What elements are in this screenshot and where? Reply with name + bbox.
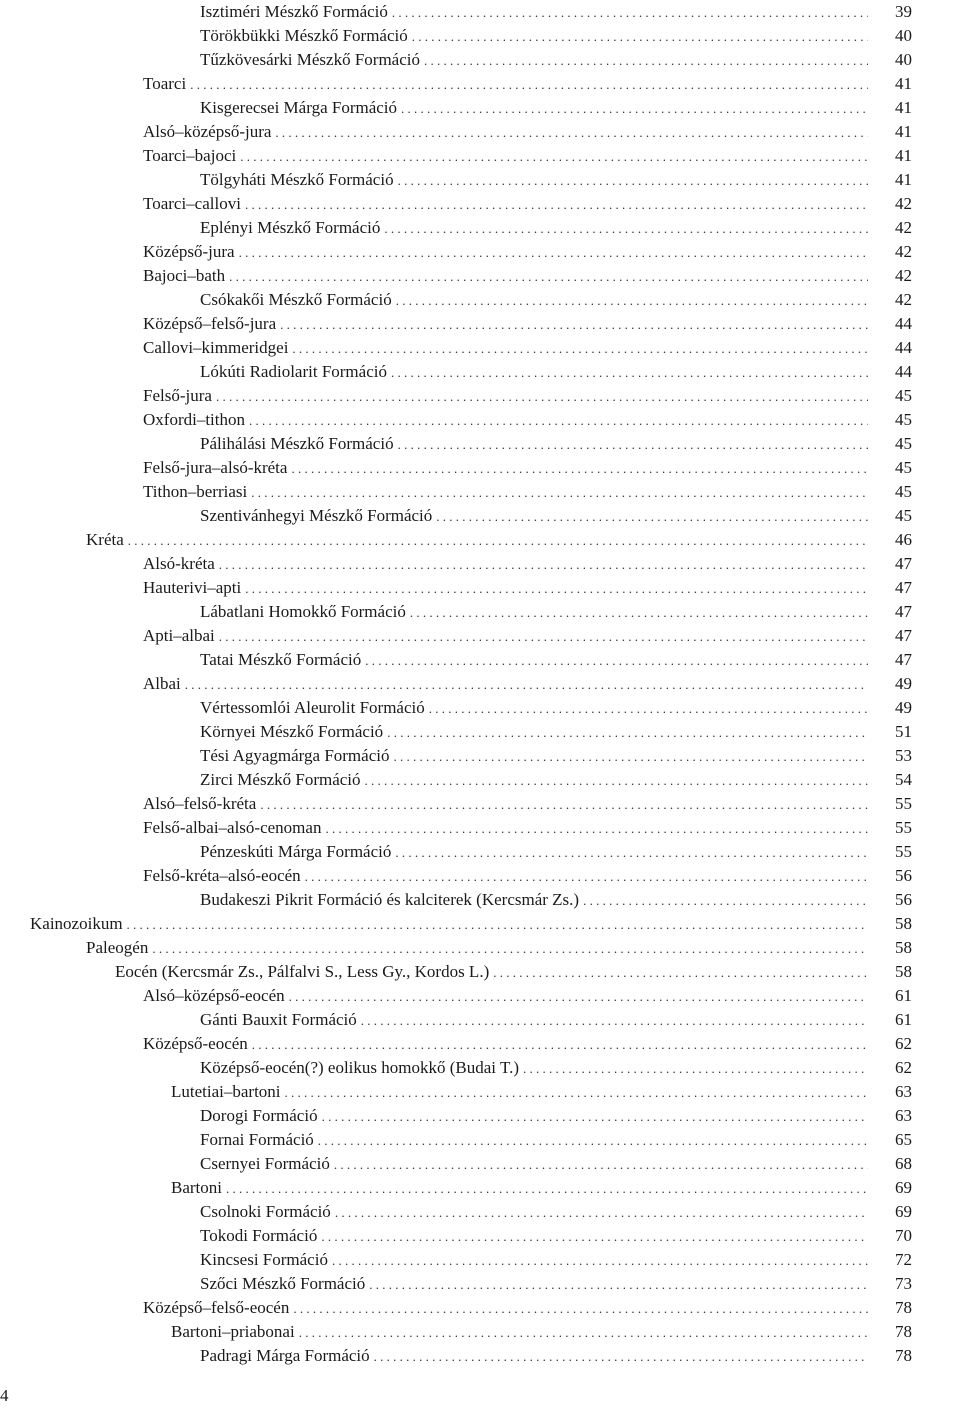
page-number: 4 (0, 1386, 9, 1405)
toc-entry-page-number: 78 (895, 1322, 912, 1341)
toc-entry-page-number: 62 (895, 1058, 912, 1077)
toc-entry[interactable] (143, 312, 912, 336)
toc-entry-label: Középső-eocén (143, 1034, 248, 1053)
dot-leader (384, 217, 868, 241)
toc-entry[interactable] (200, 720, 912, 744)
toc-entry-page-number: 58 (895, 938, 912, 957)
toc-entry[interactable] (143, 264, 912, 288)
toc-entry-page-number: 54 (895, 770, 912, 789)
toc-entry-label: Fornai Formáció (200, 1130, 314, 1149)
dot-leader (299, 1321, 868, 1345)
toc-entry[interactable] (143, 336, 912, 360)
toc-entry-page-number: 58 (895, 962, 912, 981)
toc-entry[interactable] (200, 1272, 912, 1296)
toc-entry-label: Vértessomlói Aleurolit Formáció (200, 698, 425, 717)
toc-entry-label: Dorogi Formáció (200, 1106, 318, 1125)
toc-entry-page-number: 58 (895, 914, 912, 933)
toc-entry-page-number: 41 (895, 74, 912, 93)
toc-entry-label: Alsó–középső-eocén (143, 986, 285, 1005)
toc-entry[interactable] (200, 432, 912, 456)
toc-entry-page-number: 45 (895, 506, 912, 525)
toc-entry-page-number: 42 (895, 242, 912, 261)
toc-entry-page-number: 45 (895, 482, 912, 501)
toc-entry[interactable] (200, 1128, 912, 1152)
dot-leader (392, 1, 868, 25)
toc-entry-label: Középső-eocén(?) eolikus homokkő (Budai T.) (200, 1058, 519, 1077)
toc-entry-page-number: 42 (895, 218, 912, 237)
toc-entry-page-number: 40 (895, 26, 912, 45)
dot-leader (245, 193, 868, 217)
dot-leader (240, 145, 868, 169)
toc-entry[interactable] (143, 384, 912, 408)
dot-leader (365, 769, 868, 793)
dot-leader (393, 745, 868, 769)
toc-entry-label: Felső-jura (143, 386, 212, 405)
toc-entry-page-number: 63 (895, 1082, 912, 1101)
dot-leader (127, 913, 868, 937)
toc-entry-label: Alsó–felső-kréta (143, 794, 257, 813)
toc-entry-page-number: 49 (895, 698, 912, 717)
dot-leader (252, 1033, 868, 1057)
dot-leader (280, 313, 868, 337)
toc-entry[interactable] (143, 864, 912, 888)
toc-entry[interactable] (143, 72, 912, 96)
dot-leader (251, 481, 868, 505)
toc-entry-page-number: 51 (895, 722, 912, 741)
toc-entry-page-number: 41 (895, 146, 912, 165)
dot-leader (429, 697, 868, 721)
toc-entry-label: Szőci Mészkő Formáció (200, 1274, 366, 1293)
toc-entry-label: Lábatlani Homokkő Formáció (200, 602, 406, 621)
toc-entry-page-number: 46 (895, 530, 912, 549)
toc-entry[interactable] (143, 456, 912, 480)
toc-entry-page-number: 42 (895, 266, 912, 285)
toc-entry-page-number: 42 (895, 290, 912, 309)
toc-entry-page-number: 41 (895, 170, 912, 189)
toc-entry[interactable] (200, 1248, 912, 1272)
toc-entry-page-number: 69 (895, 1202, 912, 1221)
dot-leader (391, 361, 868, 385)
toc-entry[interactable] (143, 480, 912, 504)
dot-leader (398, 433, 868, 457)
dot-leader (190, 73, 868, 97)
toc-entry-page-number: 78 (895, 1298, 912, 1317)
dot-leader (410, 601, 868, 625)
toc-entry-label: Csernyei Formáció (200, 1154, 330, 1173)
dot-leader (249, 409, 868, 433)
toc-entry-label: Középső–felső-eocén (143, 1298, 290, 1317)
toc-entry-page-number: 47 (895, 650, 912, 669)
toc-entry[interactable] (200, 1344, 912, 1368)
dot-leader (523, 1057, 868, 1081)
toc-entry[interactable] (200, 168, 912, 192)
dot-leader (374, 1345, 868, 1369)
dot-leader (322, 1105, 868, 1129)
toc-entry-page-number: 53 (895, 746, 912, 765)
dot-leader (436, 505, 868, 529)
toc-entry[interactable] (86, 528, 912, 552)
toc-entry[interactable] (171, 1080, 912, 1104)
dot-leader (424, 49, 868, 73)
toc-entry[interactable] (30, 912, 912, 936)
toc-entry[interactable] (143, 144, 912, 168)
toc-entry[interactable] (171, 1320, 912, 1344)
toc-entry[interactable] (200, 48, 912, 72)
dot-leader (216, 385, 868, 409)
toc-entry[interactable] (200, 1152, 912, 1176)
dot-leader (493, 961, 868, 985)
dot-leader (398, 169, 868, 193)
toc-entry-page-number: 47 (895, 602, 912, 621)
toc-entry[interactable] (200, 696, 912, 720)
toc-entry-label: Pálihálási Mészkő Formáció (200, 434, 394, 453)
toc-entry[interactable] (143, 240, 912, 264)
toc-entry[interactable] (200, 600, 912, 624)
toc-entry[interactable] (143, 816, 912, 840)
toc-entry-page-number: 62 (895, 1034, 912, 1053)
toc-entry-page-number: 56 (895, 890, 912, 909)
toc-entry[interactable] (143, 1032, 912, 1056)
toc-entry[interactable] (86, 936, 912, 960)
toc-entry[interactable] (200, 360, 912, 384)
toc-entry-page-number: 73 (895, 1274, 912, 1293)
toc-entry-page-number: 55 (895, 794, 912, 813)
toc-entry[interactable] (143, 624, 912, 648)
dot-leader (325, 817, 868, 841)
dot-leader (318, 1129, 868, 1153)
toc-entry-page-number: 44 (895, 362, 912, 381)
toc-entry-label: Törökbükki Mészkő Formáció (200, 26, 408, 45)
toc-entry[interactable] (200, 648, 912, 672)
toc-entry[interactable] (200, 840, 912, 864)
dot-leader (365, 649, 868, 673)
dot-leader (401, 97, 868, 121)
toc-entry[interactable] (200, 768, 912, 792)
toc-entry-label: Felső-albai–alsó-cenoman (143, 818, 322, 837)
dot-leader (152, 937, 868, 961)
toc-entry[interactable] (200, 504, 912, 528)
toc-entry-label: Eplényi Mészkő Formáció (200, 218, 381, 237)
dot-leader (395, 841, 868, 865)
toc-entry-label: Pénzeskúti Márga Formáció (200, 842, 392, 861)
dot-leader (291, 457, 868, 481)
toc-entry-page-number: 45 (895, 386, 912, 405)
toc-entry-label: Alsó-kréta (143, 554, 215, 573)
dot-leader (361, 1009, 868, 1033)
toc-entry-label: Bajoci–bath (143, 266, 226, 285)
toc-entry-page-number: 69 (895, 1178, 912, 1197)
dot-leader (226, 1177, 868, 1201)
toc-entry-page-number: 65 (895, 1130, 912, 1149)
toc-entry-page-number: 41 (895, 98, 912, 117)
toc-entry-label: Budakeszi Pikrit Formáció és kalciterek (Kercsmár Zs.) (200, 890, 580, 909)
toc-entry[interactable] (143, 792, 912, 816)
toc-entry-label: Lókúti Radiolarit Formáció (200, 362, 387, 381)
dot-leader (335, 1201, 868, 1225)
toc-entry-page-number: 40 (895, 50, 912, 69)
toc-entry-label: Tithon–berriasi (143, 482, 248, 501)
toc-entry-label: Csolnoki Formáció (200, 1202, 331, 1221)
toc-entry-page-number: 41 (895, 122, 912, 141)
toc-entry-label: Toarci–callovi (143, 194, 241, 213)
dot-leader (245, 577, 868, 601)
toc-entry-label: Padragi Márga Formáció (200, 1346, 370, 1365)
toc-entry[interactable] (200, 96, 912, 120)
toc-entry-label: Kincsesi Formáció (200, 1250, 328, 1269)
toc-entry-label: Gánti Bauxit Formáció (200, 1010, 357, 1029)
dot-leader (387, 721, 868, 745)
toc-entry[interactable] (115, 960, 912, 984)
toc-entry[interactable] (200, 1056, 912, 1080)
dot-leader (293, 1297, 868, 1321)
dot-leader (396, 289, 868, 313)
toc-entry[interactable] (143, 1296, 912, 1320)
toc-entry-label: Albai (143, 674, 181, 693)
toc-entry-label: Bartoni–priabonai (171, 1322, 295, 1341)
toc-entry-page-number: 49 (895, 674, 912, 693)
dot-leader (305, 865, 868, 889)
toc-entry-label: Lutetiai–bartoni (171, 1082, 281, 1101)
toc-entry[interactable] (143, 576, 912, 600)
dot-leader (334, 1153, 868, 1177)
toc-entry-label: Apti–albai (143, 626, 215, 645)
toc-entry-label: Bartoni (171, 1178, 222, 1197)
dot-leader (185, 673, 868, 697)
toc-entry[interactable] (200, 888, 912, 912)
toc-entry-page-number: 47 (895, 578, 912, 597)
toc-entry-page-number: 63 (895, 1106, 912, 1125)
toc-entry[interactable] (200, 744, 912, 768)
toc-entry-label: Felső-kréta–alsó-eocén (143, 866, 301, 885)
toc-entry[interactable] (200, 24, 912, 48)
toc-entry-label: Paleogén (86, 938, 149, 957)
toc-entry-page-number: 56 (895, 866, 912, 885)
toc-entry-label: Kisgerecsei Márga Formáció (200, 98, 398, 117)
toc-entry-label: Callovi–kimmeridgei (143, 338, 289, 357)
toc-entry[interactable] (143, 192, 912, 216)
toc-entry-label: Környei Mészkő Formáció (200, 722, 384, 741)
toc-entry-page-number: 61 (895, 986, 912, 1005)
toc-entry[interactable] (200, 0, 912, 24)
toc-entry[interactable] (200, 1104, 912, 1128)
toc-entry-label: Kainozoikum (30, 914, 123, 933)
dot-leader (369, 1273, 868, 1297)
dot-leader (289, 985, 868, 1009)
dot-leader (229, 265, 868, 289)
toc-entry-label: Isztiméri Mészkő Formáció (200, 2, 388, 21)
toc-entry[interactable] (200, 1008, 912, 1032)
dot-leader (583, 889, 868, 913)
toc-entry[interactable] (143, 408, 912, 432)
toc-entry-page-number: 70 (895, 1226, 912, 1245)
toc-entry-label: Toarci (143, 74, 187, 93)
toc-entry[interactable] (200, 1224, 912, 1248)
dot-leader (332, 1249, 868, 1273)
dot-leader (260, 793, 868, 817)
toc-entry-page-number: 55 (895, 818, 912, 837)
dot-leader (128, 529, 868, 553)
toc-entry-page-number: 42 (895, 194, 912, 213)
toc-entry[interactable] (200, 1200, 912, 1224)
toc-entry-page-number: 39 (895, 2, 912, 21)
toc-entry-label: Felső-jura–alsó-kréta (143, 458, 288, 477)
toc-entry-page-number: 45 (895, 434, 912, 453)
toc-entry-label: Hauterivi–apti (143, 578, 242, 597)
toc-entry[interactable] (143, 672, 912, 696)
toc-entry-page-number: 44 (895, 338, 912, 357)
toc-entry-label: Toarci–bajoci (143, 146, 237, 165)
toc-entry-page-number: 44 (895, 314, 912, 333)
toc-entry-label: Eocén (Kercsmár Zs., Pálfalvi S., Less Gy., Kordos L.) (115, 962, 490, 981)
toc-entry-label: Középső-jura (143, 242, 235, 261)
toc-entry-page-number: 55 (895, 842, 912, 861)
toc-entry-label: Középső–felső-jura (143, 314, 277, 333)
toc-entry-page-number: 47 (895, 554, 912, 573)
toc-entry[interactable] (143, 120, 912, 144)
toc-entry-label: Tűzkövesárki Mészkő Formáció (200, 50, 420, 69)
dot-leader (285, 1081, 868, 1105)
toc-entry-label: Tatai Mészkő Formáció (200, 650, 362, 669)
toc-entry-label: Kréta (86, 530, 124, 549)
toc-entry-page-number: 61 (895, 1010, 912, 1029)
dot-leader (219, 553, 868, 577)
toc-entry-page-number: 47 (895, 626, 912, 645)
toc-entry-page-number: 68 (895, 1154, 912, 1173)
toc-entry-label: Tokodi Formáció (200, 1226, 318, 1245)
toc-entry-label: Zirci Mészkő Formáció (200, 770, 361, 789)
toc-entry[interactable] (171, 1176, 912, 1200)
toc-entry-page-number: 45 (895, 410, 912, 429)
toc-entry-label: Tölgyháti Mészkő Formáció (200, 170, 394, 189)
toc-entry-label: Csókakői Mészkő Formáció (200, 290, 392, 309)
dot-leader (412, 25, 868, 49)
dot-leader (275, 121, 868, 145)
dot-leader (292, 337, 868, 361)
toc-entry-label: Alsó–középső-jura (143, 122, 272, 141)
toc-entry-page-number: 45 (895, 458, 912, 477)
toc-entry[interactable] (143, 984, 912, 1008)
toc-entry-label: Szentivánhegyi Mészkő Formáció (200, 506, 433, 525)
toc-entry-label: Tési Agyagmárga Formáció (200, 746, 390, 765)
dot-leader (239, 241, 868, 265)
dot-leader (321, 1225, 868, 1249)
toc-entry[interactable] (200, 216, 912, 240)
toc-entry-page-number: 72 (895, 1250, 912, 1269)
toc-entry-label: Oxfordi–tithon (143, 410, 245, 429)
toc-entry[interactable] (200, 288, 912, 312)
toc-entry[interactable] (143, 552, 912, 576)
toc-entry-page-number: 78 (895, 1346, 912, 1365)
dot-leader (219, 625, 868, 649)
